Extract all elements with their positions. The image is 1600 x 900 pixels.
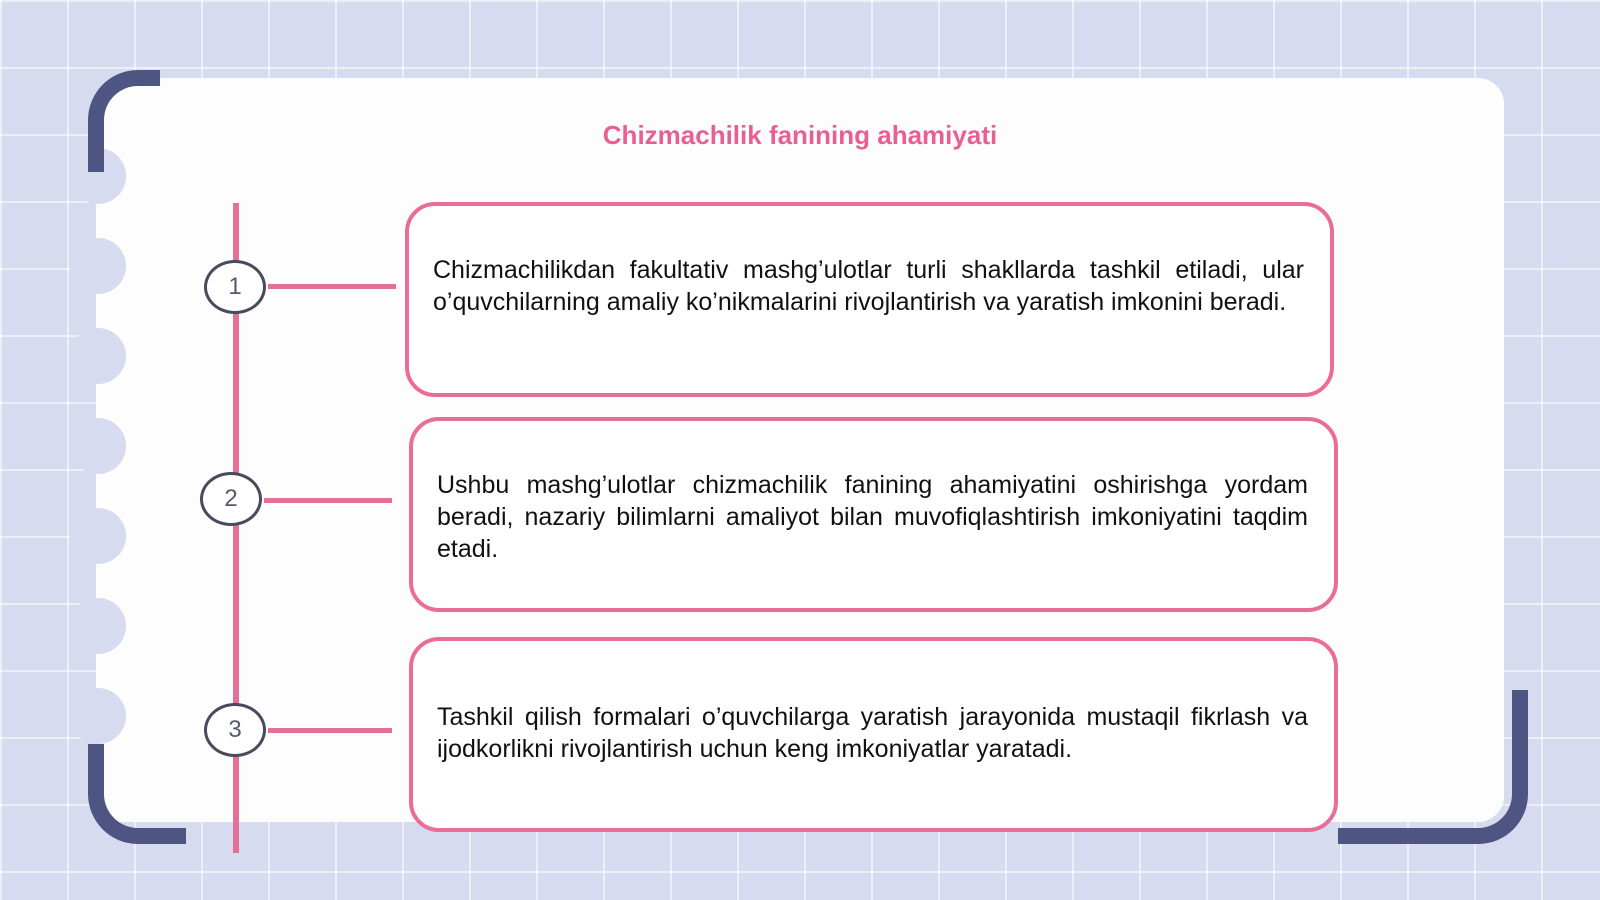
corner-bracket-top-left	[88, 70, 160, 172]
paper-notch	[70, 688, 126, 744]
connector-line-2	[264, 498, 392, 503]
info-card-text: Chizmachilikdan fakultativ mashg’ulotlar turli shakllarda tashkil etiladi, ular o’quvchilarning amaliy ko’nikmalarini rivojlantirish va yaratish imkonini beradi.	[433, 256, 1304, 316]
corner-bracket-bottom-left	[88, 744, 186, 844]
info-card-text: Ushbu mashg’ulotlar chizmachilik fanining ahamiyatini oshirishga yordam beradi, nazariy bilimlarni amaliyot bilan muvofiqlashtirish imkoniyatini taqdim etadi.	[437, 471, 1308, 563]
paper-notch	[70, 418, 126, 474]
step-number-2: 2	[200, 472, 262, 526]
paper-notch	[70, 598, 126, 654]
step-number-3: 3	[204, 703, 266, 757]
slide-title: Chizmachilik fanining ahamiyati	[602, 120, 998, 150]
info-card-text: Tashkil qilish formalari o’quvchilarga yaratish jarayonida mustaqil fikrlash va ijodkorlikni rivojlantirish uchun keng imkoniyatlar yaratadi.	[437, 703, 1308, 763]
connector-line-1	[268, 284, 396, 289]
paper-notch	[70, 508, 126, 564]
corner-bracket-bottom-right	[1338, 690, 1528, 844]
connector-line-3	[268, 728, 392, 733]
paper-notch	[70, 238, 126, 294]
info-card-1	[405, 202, 1334, 397]
paper-notch	[70, 328, 126, 384]
info-card-3	[409, 637, 1338, 832]
step-number-1: 1	[204, 260, 266, 314]
info-card-2	[409, 417, 1338, 612]
